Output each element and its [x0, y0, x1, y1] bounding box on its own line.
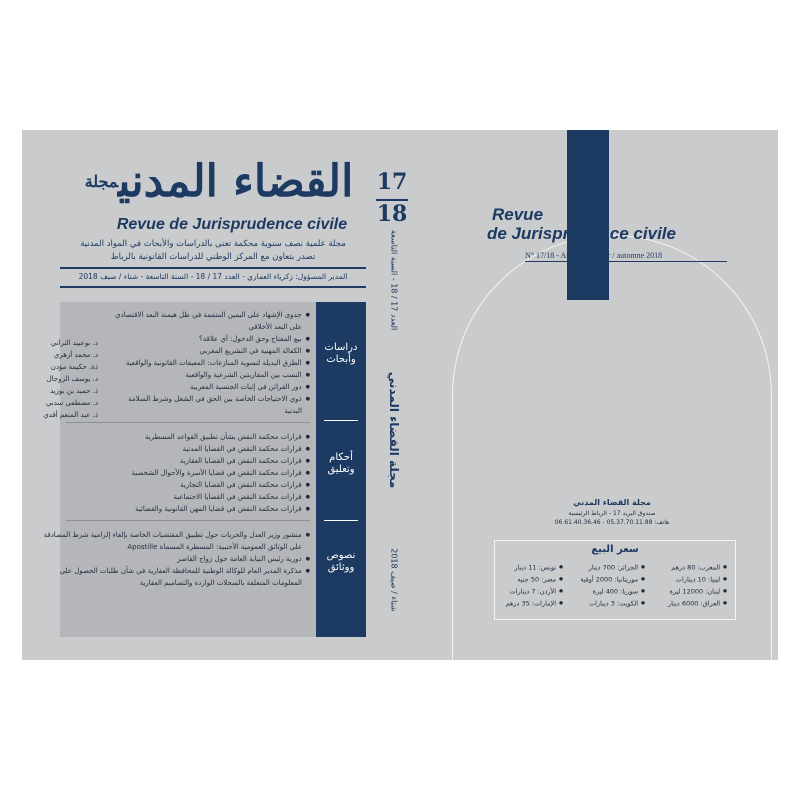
toc-article: ● بيع المفتاح وحق الدخول: أي علاقة؟: [199, 334, 310, 344]
magazine-cover: [22, 130, 778, 660]
toc-article: ● النسب بين المقاربتين الشرعية والواقعية: [186, 370, 311, 380]
section-separator: [66, 520, 310, 521]
spine-issue-text: العدد 17 / 18 - السنة التاسعة: [389, 229, 399, 331]
toc-article: ● دورية رئيس النيابة العامة حول زواج القاصر: [177, 554, 310, 564]
spine-date: شتاء / صيف 2018: [389, 548, 399, 612]
description-line-1: مجلة علمية نصف سنوية محكمة تعنى بالدراسات والأبحاث في المواد المدنية: [80, 239, 346, 249]
price-item: ● مصر: 50 جنيه: [517, 575, 563, 585]
price-item: ● موريتانيا: 2000 أوقية: [580, 575, 645, 585]
toc-article: ● منشور وزير العدل والحريات حول تطبيق المقتضيات الخاصة بإلغاء إلزامية شرط المصادقة: [44, 530, 310, 540]
toc-author: ذ. عبد المنعم أقدي: [43, 411, 98, 419]
price-item: ● ليبيا: 10 دينارات: [676, 575, 727, 585]
front-issue-line: N° 17/18 - Année 9 - hiver / automne 2018: [525, 251, 663, 260]
section-label-documents: نصوص ووثائق: [326, 550, 356, 573]
price-item: ● الكويت: 3 دينارات: [589, 599, 645, 609]
toc-article: ● قرارات محكمة النقض بشأن تطبيق القواعد المسطرية: [145, 432, 310, 442]
toc-author: د. بوعبيد التراني: [50, 339, 98, 347]
toc-article: على الوثائق العمومية الأجنبية: المسطرة المسماة Apostille: [127, 543, 302, 551]
editor-line: المدير المسؤول: زكرياء العماري - العدد 17 / 18 - السنة التاسعة - شتاء / صيف 2018: [78, 272, 348, 281]
toc-article: المعلومات المتعلقة بالسجلات الواردة والتصاميم العقارية: [139, 579, 302, 587]
price-box: [494, 540, 736, 620]
spine-issue-top: 17: [376, 169, 408, 195]
price-item: ● العراق: 6000 دينار: [668, 599, 727, 609]
toc-article: ● مذكرة المدير العام للوكالة الوطنية للمحافظة العقارية في شأن طلبات الحصول على: [60, 566, 310, 576]
toc-article: ● قرارات محكمة النقض في القضايا الاجتماعية: [174, 492, 311, 502]
price-item: ● تونس: 11 دينار: [514, 563, 563, 573]
toc-article: على البعد الأخلاقي: [248, 323, 302, 331]
toc-article: البدنية: [284, 407, 302, 415]
section-label-column: [316, 302, 366, 637]
section-label-divider: [324, 420, 358, 421]
toc-article: ● قرارات محكمة النقض في القضايا العقارية: [180, 456, 310, 466]
front-title-revue: Revue: [492, 205, 544, 224]
back-title-french: Revue de Jurisprudence civile: [116, 216, 348, 233]
back-title-arabic: [52, 158, 382, 206]
price-item: ● الأردن: 7 دينارات: [510, 587, 563, 597]
price-item: ● الإمارات: 35 درهم: [506, 599, 563, 609]
toc-article: ● قرارات محكمة النقض في قضايا الأسرة والأحوال الشخصية: [132, 468, 310, 478]
back-description: [60, 238, 366, 264]
divider-top: [60, 267, 366, 269]
publisher-name: مجلة القضاء المدني: [573, 498, 651, 507]
section-separator: [66, 422, 310, 423]
price-title: سعر البيع: [591, 544, 639, 555]
price-item: ● المغرب: 80 درهم: [671, 563, 727, 573]
toc-article: ● دور القرائن في إثبات الجنسية المغربية: [190, 382, 310, 392]
section-label-studies: دراسات وأبحاث: [324, 342, 358, 365]
toc-author: د. محمد أزهري: [53, 351, 98, 359]
toc-article: ● قرارات محكمة النقض في قضايا المهن القانونية والقضائية: [135, 504, 310, 514]
publisher-address: صندوق البريد 17 - الرباط الرئيسية: [568, 510, 656, 517]
price-item: ● لبنان: 12000 ليرة: [669, 587, 727, 597]
section-label-judgments: أحكام وتعليق: [327, 452, 355, 475]
toc-author: ذة. حكيمة مؤدن: [50, 363, 98, 371]
table-of-contents: [43, 302, 316, 637]
toc-author: د. مصطفى سدني: [45, 399, 98, 407]
price-item: ● سوريا: 400 ليرة: [593, 587, 645, 597]
spine-title: مجلة القضاء المدني: [387, 371, 401, 489]
spine-issue-bottom: 18: [376, 201, 408, 227]
toc-article: ● جدوى الإشهاد على اليمين المتممة في ظل هيمنة البعد الاقتصادي: [115, 310, 310, 320]
toc-article: ● قرارات محكمة النقض في القضايا المدنية: [182, 444, 310, 454]
toc-article: ● قرارات محكمة النقض في القضايا التجارية: [180, 480, 310, 490]
toc-article: ● ذوي الاحتياجات الخاصة بين الحق في الشغل وشرط السلامة: [128, 394, 310, 404]
section-label-divider: [324, 520, 358, 521]
toc-author: ذ. حميد بن بوزيد: [49, 387, 98, 395]
back-title-prefix: مجلة: [84, 172, 119, 191]
front-issue-rule: [525, 261, 727, 262]
description-line-2: تصدر بتعاون مع المركز الوطني للدراسات القانونية بالرباط: [110, 252, 316, 262]
toc-article: ● الطرق البديلة لتسوية المنازعات: المعيقات القانونية والواقعية: [126, 358, 310, 368]
toc-author: د. يوسف الزوجال: [46, 375, 98, 383]
back-title-main: القضاء المدني: [118, 156, 354, 207]
divider-bottom: [60, 286, 366, 288]
price-item: ● الجزائر: 700 دينار: [589, 563, 645, 573]
publisher-phone: هاتف: 05.37.70.11.88 - 06.61.40.36.46: [554, 519, 670, 526]
toc-article: ● الكفالة المهنية في التشريع المغربي: [200, 346, 310, 356]
front-title-subtitle: de Jurisprudence civile: [487, 224, 676, 243]
